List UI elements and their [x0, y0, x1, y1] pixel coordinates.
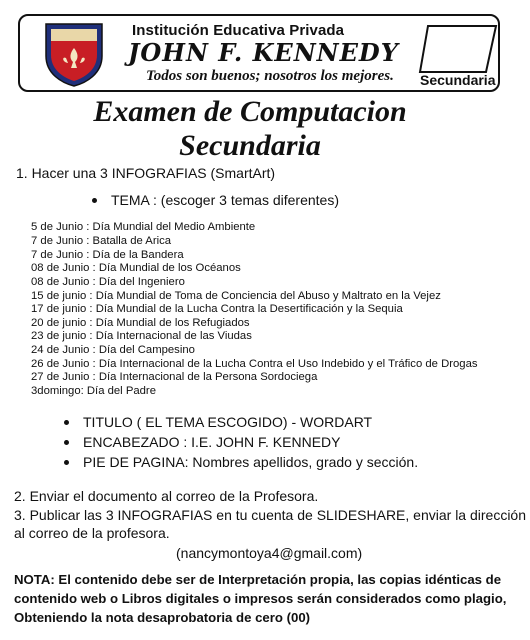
tema-bullet — [92, 192, 339, 208]
level-label: Secundaria — [420, 72, 496, 88]
task-3-line-2: al correo de la profesora. — [14, 525, 170, 541]
requirement-item — [64, 434, 341, 450]
date-item: 23 de junio : Día Internacional de las Viudas — [31, 330, 252, 342]
teacher-email: (nancymontoya4@gmail.com) — [176, 545, 363, 561]
nota-warning: NOTA: El contenido debe ser de Interpretación propia, las copias idénticas de contenido web o Libros digitales o impresos serán considerados como plagio, Obteniendo la nota desaprobatoria de cero (00) — [14, 572, 507, 625]
school-header — [18, 14, 500, 92]
exam-subtitle: Secundaria — [179, 129, 321, 162]
school-crest-logo — [42, 20, 106, 88]
task-3-line-1: 3. Publicar las 3 INFOGRAFIAS en tu cuenta de SLIDESHARE, enviar la dirección — [14, 507, 527, 523]
date-item: 15 de junio : Día Mundial de Toma de Conciencia del Abuso y Maltrato en la Vejez — [31, 290, 441, 302]
requirement-text: PIE DE PAGINA: Nombres apellidos, grado y sección. — [83, 454, 419, 470]
requirement-text: ENCABEZADO : I.E. JOHN F. KENNEDY — [83, 434, 341, 450]
task-1: 1. Hacer una 3 INFOGRAFIAS (SmartArt) — [16, 165, 276, 181]
date-item: 7 de Junio : Día de la Bandera — [31, 249, 184, 261]
date-item: 7 de Junio : Batalla de Arica — [31, 235, 172, 247]
bullet-icon — [64, 420, 69, 425]
date-item: 3domingo: Día del Padre — [31, 385, 156, 397]
institution-name: Institución Educativa Privada — [132, 22, 345, 39]
date-item: 26 de Junio : Día Internacional de la Lucha Contra el Uso Indebido y el Tráfico de Drogas — [31, 358, 478, 370]
exam-title: Examen de Computacion — [93, 95, 407, 128]
date-item: 08 de Junio : Día Mundial de los Océanos — [31, 262, 241, 274]
requirement-item — [64, 454, 418, 470]
requirement-item — [64, 414, 372, 430]
task-2: 2. Enviar el documento al correo de la Profesora. — [14, 488, 319, 504]
requirement-text: TITULO ( EL TEMA ESCOGIDO) - WORDART — [83, 414, 373, 430]
bullet-icon — [92, 198, 97, 203]
school-motto: Todos son buenos; nosotros los mejores. — [146, 68, 394, 84]
date-item: 24 de Junio : Día del Campesino — [31, 344, 195, 356]
tema-text: TEMA : (escoger 3 temas diferentes) — [111, 192, 339, 208]
bullet-icon — [64, 440, 69, 445]
date-item: 27 de Junio : Día Internacional de la Persona Sordociega — [31, 371, 318, 383]
date-item: 20 de junio : Día Mundial de los Refugiados — [31, 317, 250, 329]
school-name: JOHN F. KENNEDY — [128, 38, 399, 67]
date-item: 5 de Junio : Día Mundial del Medio Ambiente — [31, 221, 256, 233]
bullet-icon — [64, 460, 69, 465]
date-item: 08 de Junio : Día del Ingeniero — [31, 276, 185, 288]
date-item: 17 de junio : Día Mundial de la Lucha Contra la Desertificación y la Sequia — [31, 303, 403, 315]
